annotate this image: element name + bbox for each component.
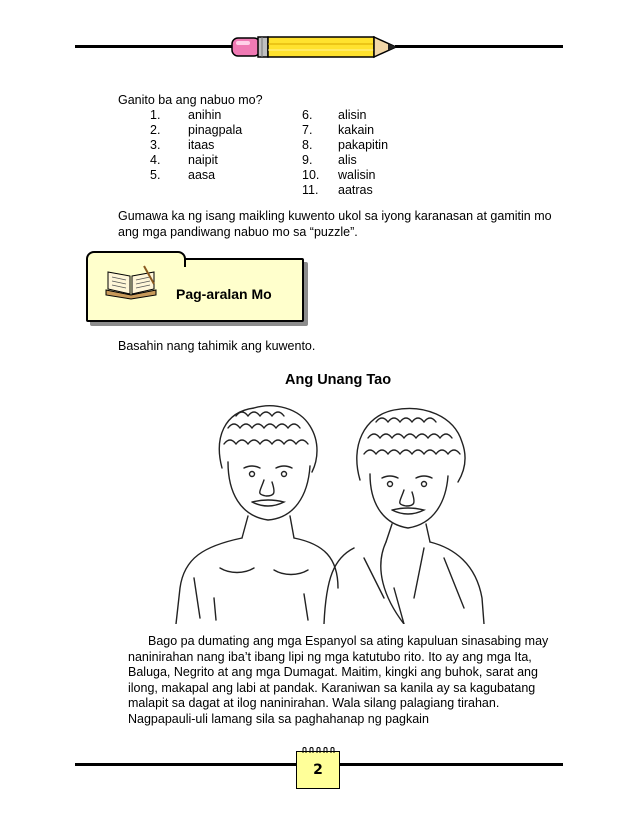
story-line: Nagpapauli-uli lamang sila sa paghahanap ng pagkain [128, 711, 429, 726]
page-number-box [296, 751, 340, 789]
answer-word: naipit [188, 153, 218, 167]
open-book-icon [104, 264, 158, 300]
story-paragraph [118, 634, 548, 727]
answer-word: aatras [338, 183, 373, 197]
answer-number: 9. [302, 153, 313, 167]
footer-rule-left [75, 763, 296, 766]
page-number: 2 [313, 762, 323, 778]
answer-number: 6. [302, 108, 313, 122]
answer-word: kakain [338, 123, 375, 137]
answer-number: 8. [302, 138, 313, 152]
answer-number: 7. [302, 123, 313, 137]
answer-row [0, 108, 638, 123]
story-line: naninirahan nang iba’t ibang lipi ng mga katutubo rito. Ito ay ang mga Ita, [128, 649, 532, 664]
answer-number: 3. [150, 138, 161, 152]
story-line: Baluga, Negrito at ang mga Dumagat. Maitim, kingki ang buhok, sarat ang [128, 665, 538, 679]
answer-number: 4. [150, 153, 161, 167]
answer-row [0, 153, 638, 168]
section-label: Pag-aralan Mo [176, 286, 272, 302]
answer-word: aasa [188, 168, 216, 182]
answer-row [0, 123, 638, 138]
answer-number: 11. [302, 183, 319, 197]
pencil-icon [228, 34, 400, 60]
answer-word: alisin [338, 108, 367, 122]
task-paragraph [118, 209, 552, 240]
answer-number: 2. [150, 123, 161, 137]
notepad-icon [301, 746, 335, 754]
answer-number: 1. [150, 108, 161, 122]
two-people-illustration [124, 398, 524, 624]
story-title: Ang Unang Tao [285, 372, 392, 388]
answers-intro: Ganito ba ang nabuo mo? [118, 93, 263, 107]
story-line: ilong, makapal ang labi at pandak. Karaniwan sa kanila ay sa kagubatang [128, 680, 536, 695]
footer-rule-right [339, 763, 563, 766]
answer-row [0, 168, 638, 183]
header-rule-left [75, 45, 235, 48]
answer-row [0, 138, 638, 153]
answer-row [0, 183, 638, 198]
answer-word: walisin [338, 168, 376, 182]
answer-number: 10. [302, 168, 320, 182]
reading-instruction: Basahin nang tahimik ang kuwento. [118, 339, 316, 353]
answer-word: pinagpala [188, 123, 243, 137]
task-line: ang mga pandiwang nabuo mo sa “puzzle”. [118, 224, 358, 239]
header-rule-right [395, 45, 563, 48]
answer-word: pakapitin [338, 138, 389, 152]
story-line: malapit sa dagat at ilog naninirahan. Wala silang palagiang tirahan. [128, 696, 500, 710]
task-line: Gumawa ka ng isang maikling kuwento ukol sa iyong karanasan at gamitin mo [118, 209, 552, 223]
answer-word: alis [338, 153, 357, 167]
answer-number: 5. [150, 168, 161, 182]
answer-word: anihin [188, 108, 222, 122]
story-line: Bago pa dumating ang mga Espanyol sa ating kapuluan sinasabing may [148, 634, 549, 648]
answer-word: itaas [188, 138, 215, 152]
